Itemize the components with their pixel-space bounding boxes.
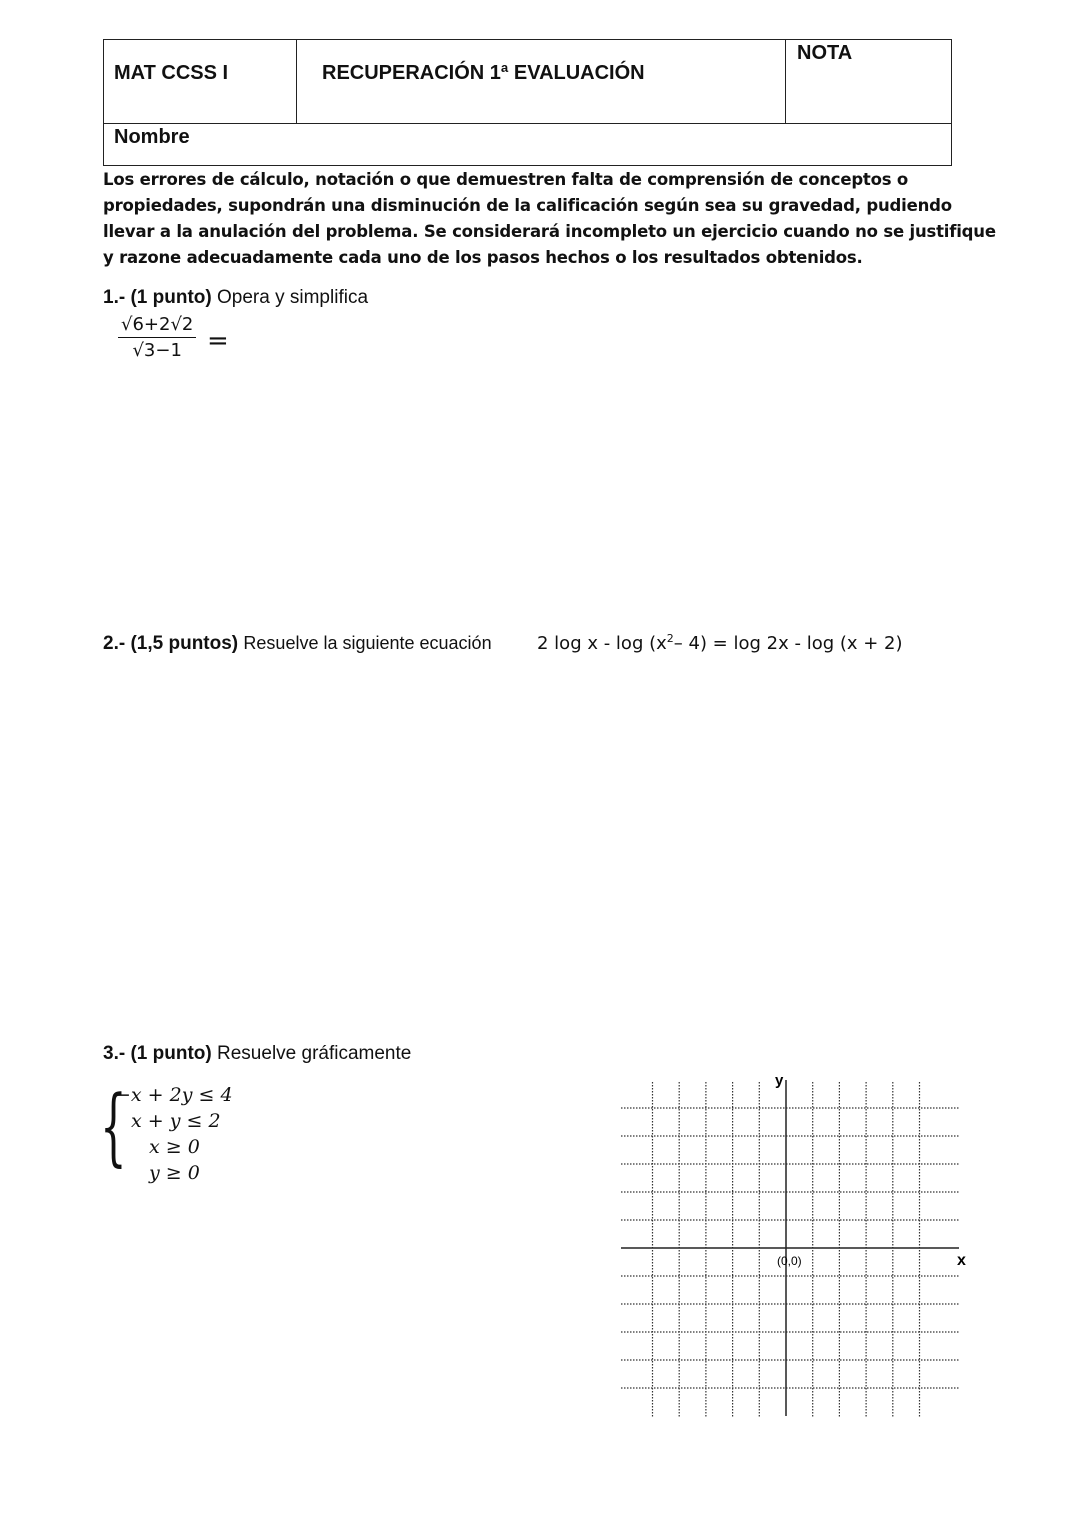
inequality: x + y ≤ 2 bbox=[131, 1110, 221, 1132]
q2-number: 2.- bbox=[103, 633, 126, 654]
q1-points: (1 punto) bbox=[130, 287, 212, 308]
inequality: x ≥ 0 bbox=[149, 1136, 200, 1158]
grade-label: NOTA bbox=[797, 42, 853, 64]
q3-number: 3.- bbox=[103, 1043, 126, 1064]
q2-points: (1,5 puntos) bbox=[130, 633, 239, 654]
q3-points: (1 punto) bbox=[130, 1043, 212, 1064]
q2-eq-part2: – 4) = log 2x - log (x + 2) bbox=[673, 633, 903, 654]
subject: MAT CCSS I bbox=[114, 62, 229, 84]
q1-number: 1.- bbox=[103, 287, 126, 308]
exam-title: RECUPERACIÓN 1ª EVALUACIÓN bbox=[322, 62, 645, 84]
q3-prompt: Resuelve gráficamente bbox=[217, 1043, 412, 1064]
origin-label: (0,0) bbox=[777, 1254, 802, 1268]
q2-eq-exponent: 2 bbox=[666, 632, 674, 645]
q1-prompt: Opera y simplifica bbox=[217, 287, 369, 308]
q1-equals: = bbox=[207, 326, 229, 356]
system-brace: { bbox=[100, 1077, 127, 1175]
x-axis-label: x bbox=[957, 1252, 966, 1269]
name-label: Nombre bbox=[114, 126, 190, 148]
inequality: −x + 2y ≤ 4 bbox=[115, 1084, 233, 1106]
q2-eq-part1: 2 log x - log (x bbox=[537, 633, 667, 654]
inequality: y ≥ 0 bbox=[149, 1162, 200, 1184]
y-axis-label: y bbox=[775, 1072, 784, 1089]
q1-numerator: √6+2√2 bbox=[118, 314, 196, 338]
grading-notice: Los errores de cálculo, notación o que demuestren falta de comprensión de conceptos o propiedades, supondrán una disminución de la calificación según sea su gravedad, pudiendo llevar a la anulación del problema. Se considerará incompleto un ejercicio cuando no se justifique y razone adecuadamente cada uno de los pasos hechos o los resultados obtenidos. bbox=[103, 170, 996, 267]
q2-prompt: Resuelve la siguiente ecuación bbox=[243, 633, 492, 653]
q1-denominator: √3−1 bbox=[132, 340, 182, 361]
